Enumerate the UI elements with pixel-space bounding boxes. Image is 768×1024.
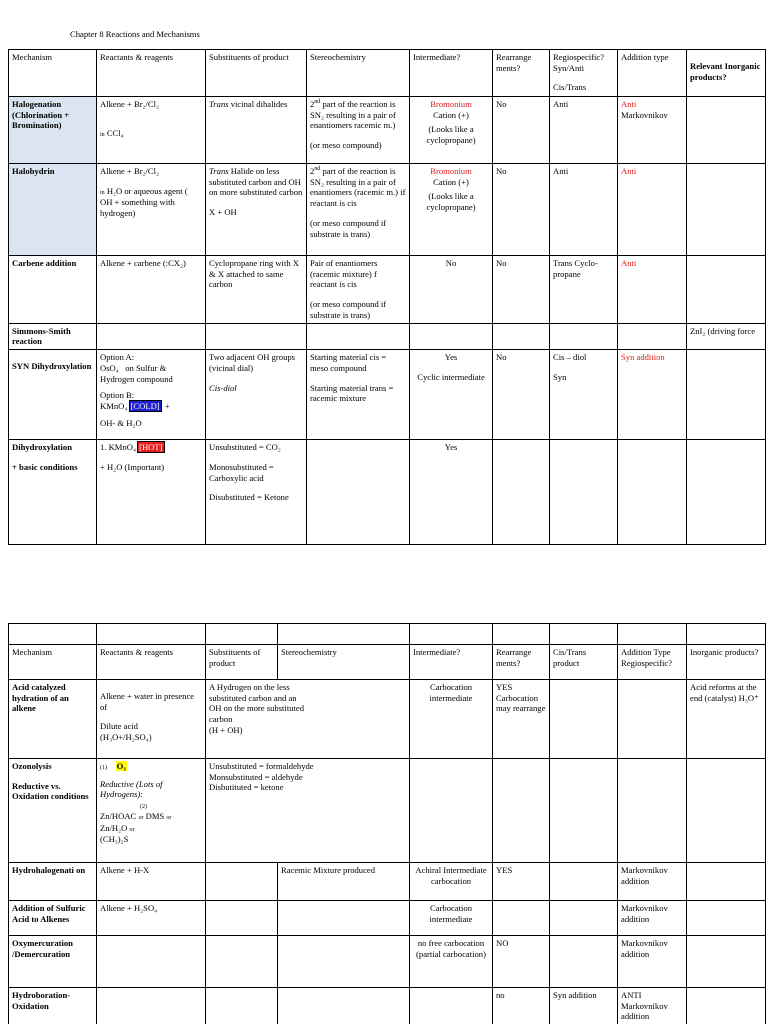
- intermediate-cell: Achiral Intermediate carbocation: [410, 863, 493, 901]
- intermediate-note: (Looks like a cyclopropane): [426, 124, 476, 146]
- bromonium-label: Bromonium: [430, 166, 472, 176]
- subs-formula: (H + OH): [209, 724, 243, 735]
- prod-mono: Monsubstituted = aldehyde: [209, 771, 303, 782]
- rearrangement-cell: [493, 440, 550, 545]
- plus-sign: +: [164, 401, 170, 412]
- or-label: or: [138, 815, 144, 822]
- reactants-cell: Alkene + H-X: [97, 863, 206, 901]
- header-cell: Reactants & reagents: [97, 645, 206, 680]
- stereo-text: Pair of enantiomers (racemic mixture) f reactant is cis: [310, 258, 378, 290]
- inorganic-cell: Acid reforms at the end (catalyst) H₃O⁺: [687, 680, 766, 759]
- substituents-cell: [206, 863, 278, 901]
- rearrangement-cell: No: [493, 97, 550, 164]
- inorganic-cell: ZnI₂ (driving force: [687, 323, 766, 349]
- regio-cell: Anti: [550, 164, 618, 256]
- bromonium-label: Bromonium: [430, 99, 472, 109]
- inorganic-cell: [687, 936, 766, 988]
- mechanism-cell: [9, 759, 97, 863]
- blank-cell: [410, 624, 493, 645]
- table-row: [9, 988, 766, 1024]
- header-cell: Addition type: [618, 50, 687, 97]
- table-row: [9, 901, 766, 936]
- hot-badge: [HOT]: [139, 442, 163, 453]
- or-label: or: [129, 826, 135, 833]
- intermediate-cell: [410, 988, 493, 1024]
- trans-label: Trans: [209, 99, 229, 109]
- table-row: [9, 936, 766, 988]
- mechanism-text: Dihydroxylation: [12, 442, 73, 453]
- intermediate-yes: Yes: [444, 352, 458, 363]
- reactants-text: Alkene + water in presence of: [100, 691, 195, 712]
- mechanism-cell: Halohydrin: [9, 164, 97, 256]
- addition-cell: Markovnikov addition: [618, 901, 687, 936]
- trans-label: Trans: [209, 166, 229, 176]
- cis-trans-cell: [550, 759, 618, 863]
- table-row: [9, 440, 766, 545]
- blank-cell: [550, 624, 618, 645]
- reactants-cell: Alkene + carbene (:CX₂): [97, 256, 206, 324]
- intermediate-cell: [410, 97, 493, 164]
- header-cell: Rearrange ments?: [493, 645, 550, 680]
- cis-trans-cell: [550, 901, 618, 936]
- intermediate-cell: No: [410, 256, 493, 324]
- table-row: [9, 350, 766, 440]
- blank-cell: [278, 624, 410, 645]
- markovnikov-label: Markovnikov: [621, 109, 668, 120]
- regio-cell: Anti: [550, 97, 618, 164]
- intermediate-cell: Yes: [410, 440, 493, 545]
- header-cell: Mechanism: [9, 645, 97, 680]
- stereo-cell: [307, 323, 410, 349]
- intermediate-note: Cyclic intermediate: [417, 371, 485, 382]
- mechanism-cell: Carbene addition: [9, 256, 97, 324]
- table-row: [9, 256, 766, 324]
- header-cell: Rearrange ments?: [493, 50, 550, 97]
- mechanism-cell: Halogenation (Chlorination + Bromination): [9, 97, 97, 164]
- substituents-cell: [206, 936, 278, 988]
- reactants-cell: [97, 680, 206, 759]
- reactants-cell: [97, 988, 206, 1024]
- inorganic-cell: [687, 350, 766, 440]
- intermediate-cell: no free carbocation (partial carbocation): [410, 936, 493, 988]
- substituents-cell: [206, 901, 278, 936]
- rearrangement-cell: no: [493, 988, 550, 1024]
- kmno4-step: 1. KMnO₄: [100, 442, 136, 453]
- addition-cell: [618, 440, 687, 545]
- inorganic-cell: [687, 988, 766, 1024]
- reagent-zn-hoac: Zn/HOAC: [100, 811, 137, 822]
- rearr-note: Carbocation may rearrange: [496, 692, 546, 714]
- reductive-label: Reductive (Lots of Hydrogens):: [100, 778, 163, 800]
- regio-cell: [550, 350, 618, 440]
- blank-cell: [687, 624, 766, 645]
- option-b-text: OH- & H₂O: [100, 417, 142, 428]
- cation-label: Cation (+): [433, 109, 469, 120]
- substituents-cell: [206, 97, 307, 164]
- addition-cell: [618, 680, 687, 759]
- oso4-text: OsO₄: [100, 362, 119, 373]
- kmno4-text: KMnO₄: [100, 401, 128, 412]
- intermediate-cell: Carbocation intermediate: [410, 680, 493, 759]
- stereo-note: (or meso compound if substrate is trans): [310, 299, 387, 320]
- stereo-cell: [278, 901, 410, 936]
- cis-trans-cell: [550, 936, 618, 988]
- stereo-cell: Racemic Mixture produced: [278, 863, 410, 901]
- blank-cell: [206, 624, 278, 645]
- stereo-cell: [307, 350, 410, 440]
- reactants-cell: [97, 440, 206, 545]
- option-b-label: Option B:: [100, 390, 135, 401]
- intermediate-note: (Looks like a cyclopropane): [426, 191, 476, 213]
- mechanism-cell: [9, 440, 97, 545]
- substituents-cell: [206, 680, 410, 759]
- option-a-label: Option A:: [100, 352, 135, 363]
- blank-cell: [9, 624, 97, 645]
- header-cell: Substituents of product: [206, 645, 278, 680]
- stereo-sup: nd: [314, 99, 321, 106]
- reactants-text: Alkene + Br₂/Cl₂: [100, 99, 160, 109]
- in-label: in: [100, 189, 105, 196]
- mechanism-cell: Hydrohalogenati on: [9, 863, 97, 901]
- inorganic-cell: [687, 863, 766, 901]
- reactants-cell: Alkene + H₂SO₄: [97, 901, 206, 936]
- addition-cell: Markovnikov addition: [618, 936, 687, 988]
- agent-text: H₂O or aqueous agent ( OH + something with hydrogen): [100, 185, 188, 218]
- intermediate-cell: [410, 164, 493, 256]
- table-header-row: [9, 645, 766, 680]
- stereo-cell: [307, 164, 410, 256]
- table-header-row: [9, 50, 766, 97]
- mechanism-cell: Simmons-Smith reaction: [9, 323, 97, 349]
- reactants-cell: [97, 323, 206, 349]
- page-title: Chapter 8 Reactions and Mechanisms: [70, 29, 200, 39]
- mechanism-cell: Addition of Sulfuric Acid to Alkenes: [9, 901, 97, 936]
- table-row: [9, 863, 766, 901]
- stereo-text: Starting material cis = meso compound: [310, 352, 387, 373]
- header-cell: Reactants & reagents: [97, 50, 206, 97]
- subs-mono: Monosubstituted = Carboxylic acid: [209, 461, 274, 483]
- reagent-dms: DMS: [145, 811, 165, 822]
- header-cell: Mechanism: [9, 50, 97, 97]
- table-row: [9, 97, 766, 164]
- cis-diol-text: Cis – diol: [553, 352, 587, 363]
- inorganic-cell: [687, 97, 766, 164]
- header-cell: Cis/Trans product: [550, 645, 618, 680]
- cis-trans-cell: [550, 680, 618, 759]
- mechanism-text: SYN Dihydroxylation: [12, 361, 92, 372]
- markovnikov-label: Markovnikov addition: [621, 1000, 668, 1022]
- table-row: [9, 759, 766, 863]
- reagent-dimethylsulfide: (CH₃)₂S: [100, 834, 129, 845]
- blank-cell: [493, 624, 550, 645]
- blank-cell: [618, 624, 687, 645]
- reactants-cell: [97, 759, 206, 863]
- reactants-cell: [97, 97, 206, 164]
- stereo-text: part of the reaction is SN₂ resulting in a pair of enantiomers (racemic m.) if reactant is cis: [310, 166, 406, 209]
- solvent-text: CCl₄: [106, 127, 124, 138]
- mechanism-note: Reductive vs. Oxidation conditions: [12, 780, 89, 802]
- regio-cell: [550, 323, 618, 349]
- substituents-cell: [206, 440, 307, 545]
- rearr-yes: YES: [496, 682, 513, 692]
- stereo-num: 2: [310, 99, 315, 109]
- step-2-label: (2): [140, 803, 147, 810]
- intermediate-cell: [410, 323, 493, 349]
- or-label: or: [166, 815, 172, 822]
- subs-formula: X + OH: [209, 207, 237, 218]
- subs-di: Disubstituted = Ketone: [209, 492, 289, 503]
- stereo-cell: [278, 936, 410, 988]
- addition-cell: Anti: [618, 164, 687, 256]
- reactions-table-2: [8, 623, 766, 1024]
- mechanism-text: Ozonolysis: [12, 761, 52, 771]
- substituents-cell: [206, 323, 307, 349]
- cold-badge: [COLD]: [130, 401, 160, 412]
- reagent-zn-water: Zn/H₂O: [100, 822, 128, 833]
- header-inorganic: Relevant Inorganic products?: [690, 61, 761, 82]
- acid-formula: (H₃O+/H₂SO₄): [100, 732, 152, 743]
- option-a-text: on Sulfur & Hydrogen compound: [100, 362, 173, 384]
- substituents-cell: [206, 988, 278, 1024]
- addition-cell: [618, 988, 687, 1024]
- inorganic-cell: [687, 759, 766, 863]
- mechanism-cell: [9, 350, 97, 440]
- prod-di: Disbutituted = ketone: [209, 782, 284, 793]
- subs-text: Halide on less substituted carbon and OH on more substituted carbon: [209, 166, 303, 198]
- dilute-acid-text: Dilute acid: [100, 721, 138, 732]
- inorganic-cell: [687, 440, 766, 545]
- blank-cell: [97, 624, 206, 645]
- reactants-cell: [97, 350, 206, 440]
- mechanism-cell: Oxymercuration /Demercuration: [9, 936, 97, 988]
- inorganic-cell: [687, 901, 766, 936]
- anti-label: ANTI: [621, 990, 642, 1000]
- subs-text: vicinal dihalides: [230, 99, 288, 109]
- addition-cell: [618, 759, 687, 863]
- header-cell: Inorganic products?: [687, 645, 766, 680]
- substituents-cell: [206, 759, 410, 863]
- rearrangement-cell: [493, 680, 550, 759]
- in-label: in: [100, 131, 105, 138]
- rearrangement-cell: No: [493, 350, 550, 440]
- rearrangement-cell: No: [493, 164, 550, 256]
- cis-trans-cell: [550, 863, 618, 901]
- stereo-text: part of the reaction is SN₂ resulting in a pair of enantiomers racemic m.): [310, 99, 396, 131]
- cation-label: Cation (+): [433, 176, 469, 187]
- rearrangement-cell: [493, 323, 550, 349]
- reactants-text: Alkene + Br₂/Cl₂: [100, 166, 160, 176]
- stereo-sup: nd: [314, 166, 321, 173]
- prod-unsub: Unsubstituted = formaldehyde: [209, 761, 314, 771]
- water-step: + H₂O (Important): [100, 461, 165, 472]
- subs-text: Two adjacent OH groups (vicinal dial): [209, 352, 296, 373]
- step-1-label: (1): [100, 765, 107, 771]
- substituents-cell: Cyclopropane ring with X & X attached to same carbon: [206, 256, 307, 324]
- rearrangement-cell: NO: [493, 936, 550, 988]
- stereo-cell: [307, 256, 410, 324]
- blank-row: [9, 624, 766, 645]
- stereo-cell: [278, 988, 410, 1024]
- mechanism-cell: Hydroboration-Oxidation: [9, 988, 97, 1024]
- inorganic-cell: [687, 256, 766, 324]
- header-cell: [687, 50, 766, 97]
- header-cell: Stereochemistry: [278, 645, 410, 680]
- rearrangement-cell: [493, 759, 550, 863]
- header-cell: Intermediate?: [410, 645, 493, 680]
- substituents-cell: [206, 164, 307, 256]
- syn-text: Syn: [553, 371, 567, 382]
- intermediate-cell: [410, 350, 493, 440]
- subs-unsub: Unsubstituted = CO₂: [209, 442, 281, 453]
- intermediate-cell: Carbocation intermediate: [410, 901, 493, 936]
- stereo-note: (or meso compound if substrate is trans): [310, 217, 387, 239]
- cis-trans-cell: Syn addition: [550, 988, 618, 1024]
- table-row: [9, 164, 766, 256]
- header-cell: Stereochemistry: [307, 50, 410, 97]
- header-cell: Intermediate?: [410, 50, 493, 97]
- stereo-note: Starting material trans = racemic mixture: [310, 382, 394, 404]
- header-cell: Substituents of product: [206, 50, 307, 97]
- stereo-cell: [307, 440, 410, 545]
- table-row: [9, 680, 766, 759]
- addition-cell: Anti: [618, 256, 687, 324]
- regio-cell: [550, 440, 618, 545]
- anti-label: Anti: [621, 99, 637, 109]
- addition-cell: [618, 323, 687, 349]
- stereo-cell: [307, 97, 410, 164]
- header-cell: [550, 50, 618, 97]
- table-row: [9, 323, 766, 349]
- stereo-note: (or meso compound): [310, 140, 382, 151]
- header-cell: Addition Type Regiospecific?: [618, 645, 687, 680]
- rearrangement-cell: [493, 901, 550, 936]
- subs-text: A Hydrogen on the less substituted carbon and an OH on the more substituted carbon: [209, 682, 304, 725]
- rearrangement-cell: YES: [493, 863, 550, 901]
- addition-cell: [618, 97, 687, 164]
- header-cis-trans: Cis/Trans: [553, 82, 587, 93]
- ozone-badge: O₃: [116, 761, 126, 771]
- substituents-cell: [206, 350, 307, 440]
- addition-cell: Markovnikov addition: [618, 863, 687, 901]
- stereo-num: 2: [310, 166, 315, 176]
- mechanism-note: + basic conditions: [12, 461, 78, 472]
- addition-cell: Syn addition: [618, 350, 687, 440]
- rearrangement-cell: No: [493, 256, 550, 324]
- reactions-table-1: [8, 49, 766, 545]
- inorganic-cell: [687, 164, 766, 256]
- mechanism-cell: Acid catalyzed hydration of an alkene: [9, 680, 97, 759]
- intermediate-cell: [410, 759, 493, 863]
- header-regio: Regiospecific? Syn/Anti: [553, 52, 605, 73]
- reactants-cell: [97, 164, 206, 256]
- regio-cell: Trans Cyclo-propane: [550, 256, 618, 324]
- cis-diol-label: Cis-diol: [209, 382, 237, 393]
- reactants-cell: [97, 936, 206, 988]
